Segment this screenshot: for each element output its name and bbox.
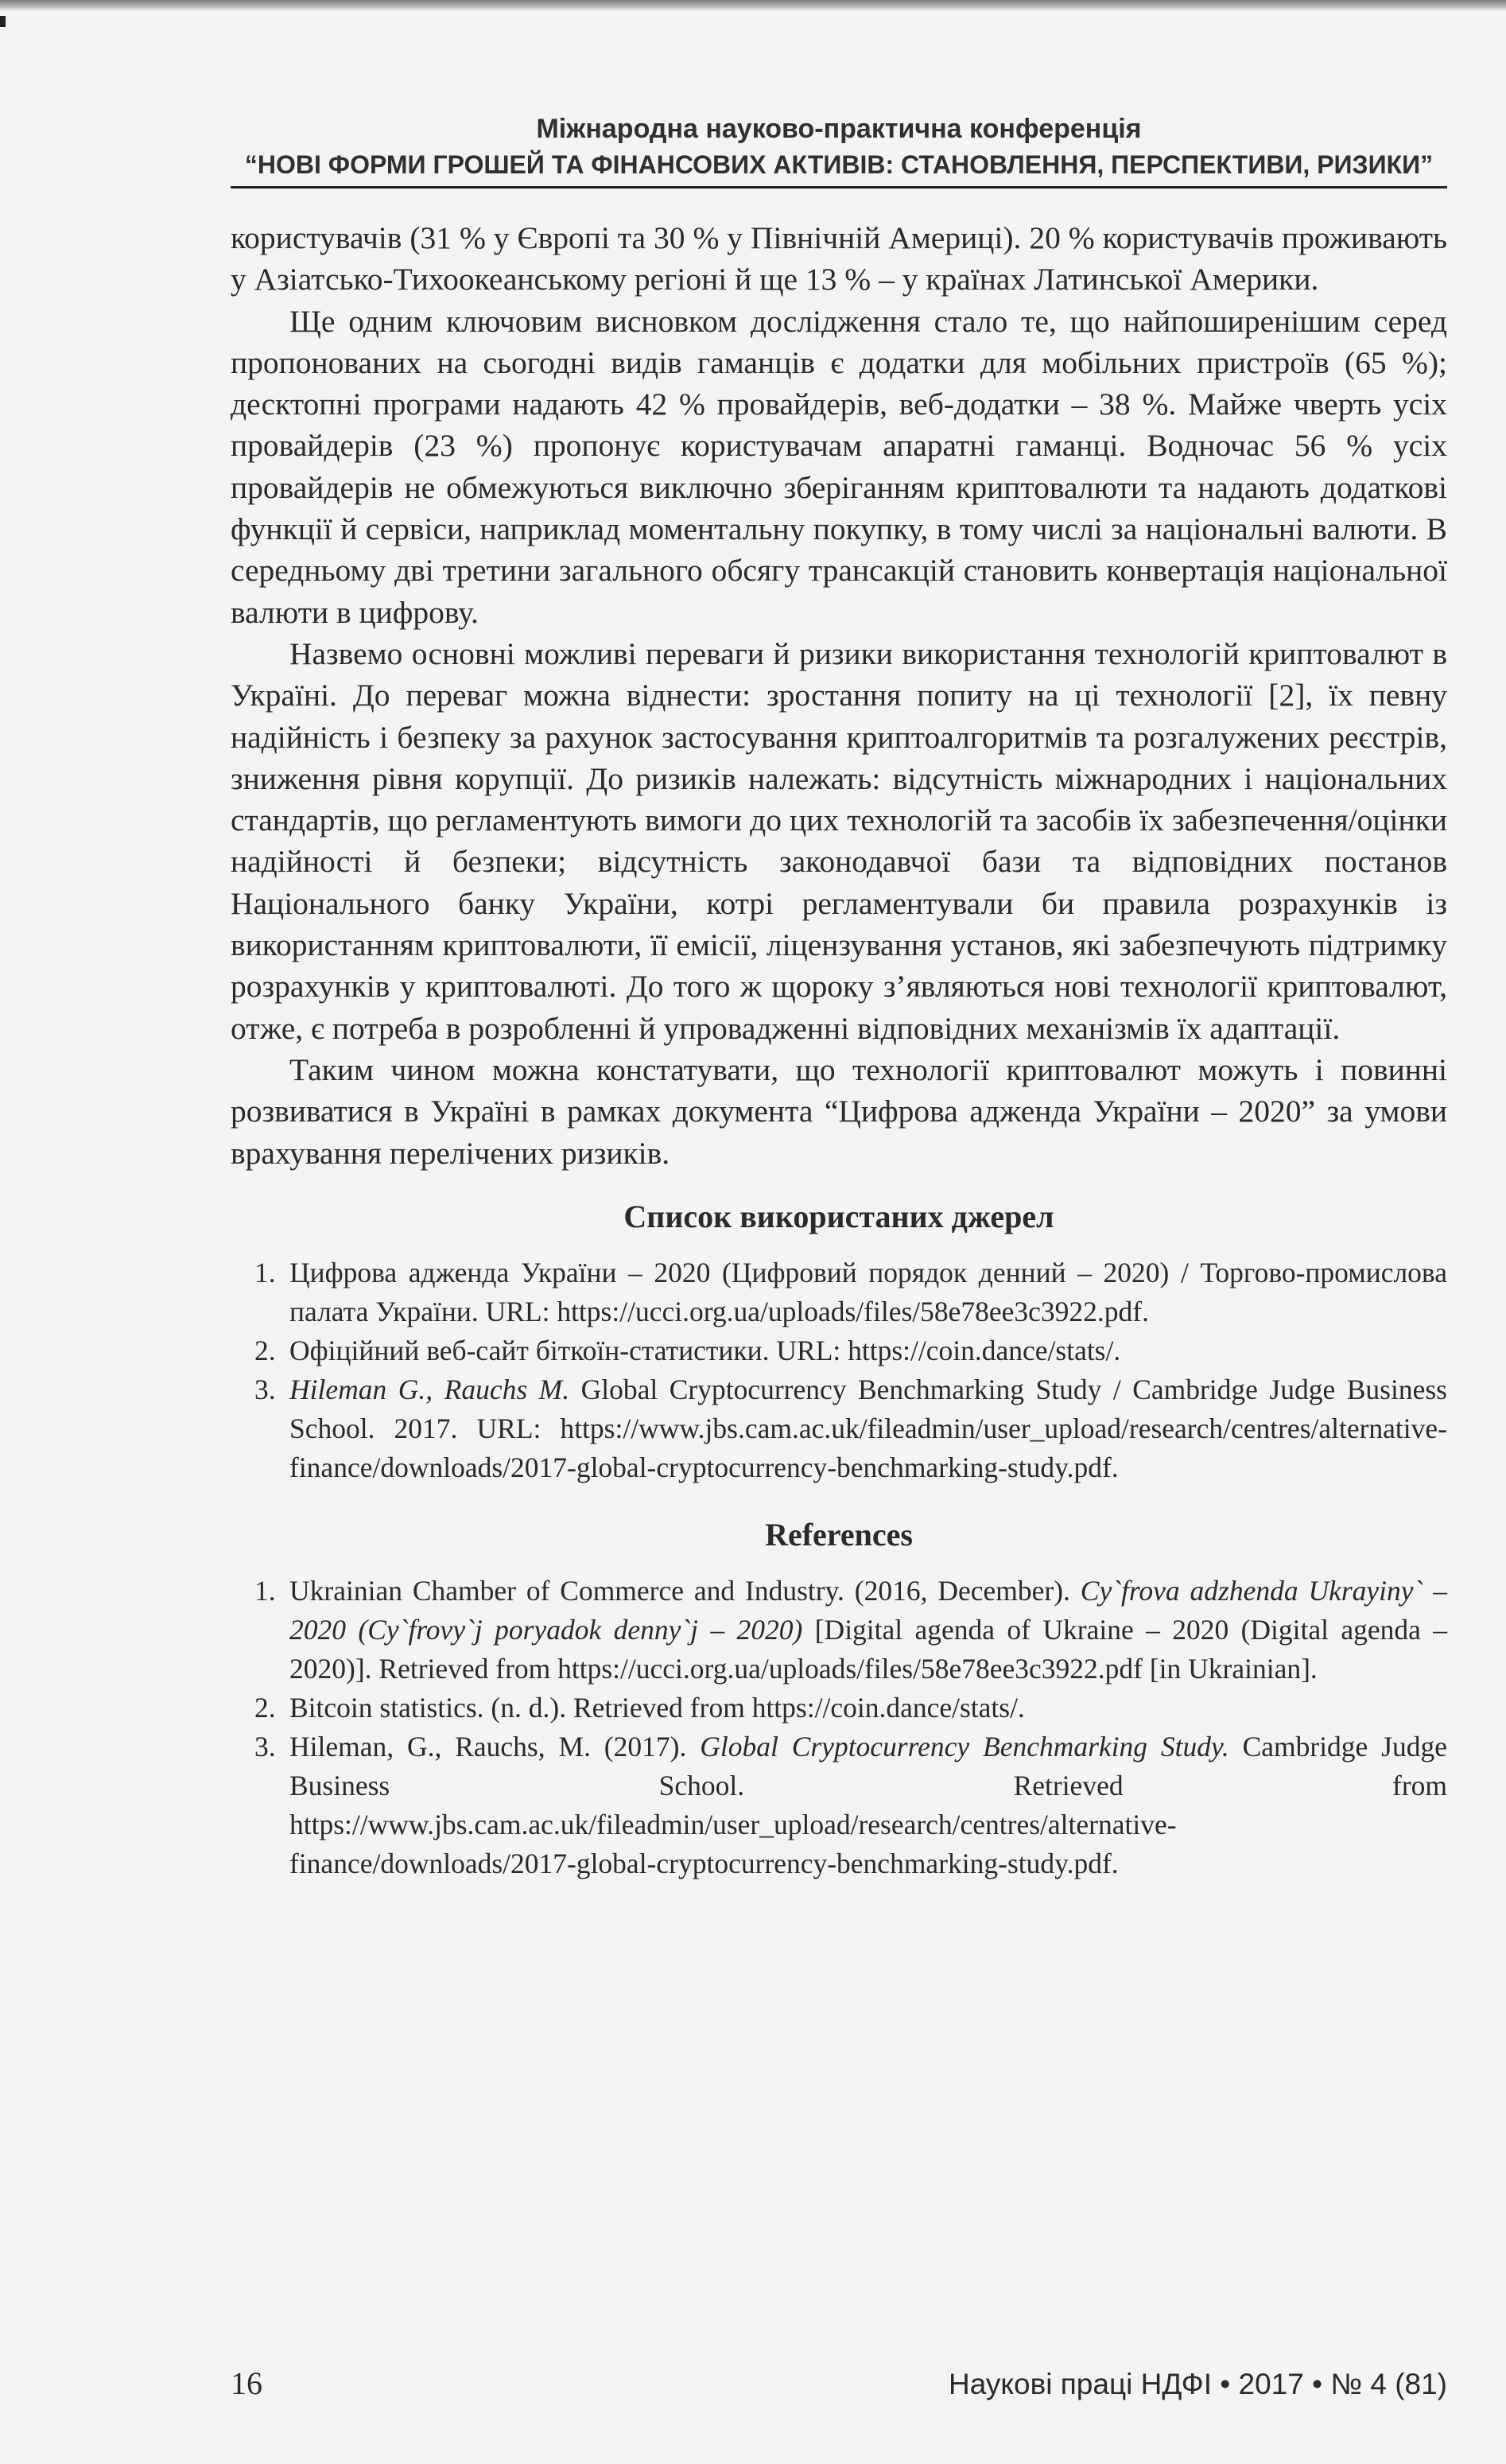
page-footer [231, 2365, 1447, 2402]
paragraph-4: Таким чином можна констатувати, що технології криптовалют можуть і повинні розвиватися в Україні в рамках документа “Цифрова адженда України – 2020” за умови врахування перелічених ризиків. [231, 1051, 1447, 1171]
journal-issue: Наукові праці НДФІ • 2017 • № 4 (81) [949, 2368, 1447, 2400]
sources-heading: Список використаних джерел [623, 1198, 1054, 1234]
reference-number: 2. [254, 1691, 276, 1724]
reference-title: Cy`frova adzhenda Ukrayiny` – 2020 (Cy`frovy`j poryadok denny`j – 2020) [289, 1574, 1447, 1646]
paragraph-2: Ще одним ключовим висновком дослідження стало те, що найпоширенішим серед пропонованих на сьогодні видів гаманців є додатки для мобільних пристроїв (65 %); десктопні програми надають 42 % провайдерів, веб-додатки – 38 %. Майже чверть усіх провайдерів (23 %) пропонує користувачам апаратні гаманці. Водночас 56 % усіх провайдерів не обмежуються виключно зберіганням криптовалюти та надають додаткові функції й сервіси, наприклад моментальну покупку, в тому числі за національні валюти. В середньому дві третини загального обсягу трансакцій становить конвертація національної валюти в цифрову. [231, 303, 1447, 630]
reference-title: Global Cryptocurrency Benchmarking Study. [700, 1730, 1229, 1762]
reference-text-rest: Cambridge Judge Business School. Retrieved from https://www.jbs.cam.ac.uk/fileadmin/user_upload/research/centres/alternative-finance/downloads/2017-global-cryptocurrency-benchmarking-study.pdf. [289, 1730, 1448, 1879]
reference-item [231, 1728, 1447, 1883]
page-number: 16 [231, 2365, 262, 2401]
source-item [231, 1253, 1447, 1331]
reference-text: Hileman, G., Rauchs, M. (2017). [289, 1730, 701, 1762]
paragraph-3: Назвемо основні можливі переваги й ризики використання технологій криптовалют в Україні. До переваг можна віднести: зростання попиту на ці технології [2], їх певну надійність і безпеку за рахунок застосування криптоалгоритмів та розгалужених реєстрів, зниження рівня корупції. До ризиків належать: відсутність міжнародних і національних стандартів, що регламентують вимоги до цих технологій та засобів їх забезпечення/оцінки надійності й безпеки; відсутність законодавчої бази та відповідних постанов Національного банку України, котрі регламентували би правила розрахунків із використанням криптовалюти, її емісії, ліцензування установ, які забезпечують підтримку розрахунків у криптовалюті. До того ж щороку з’являються нові технології криптовалют, отже, є потреба в розробленні й упровадженні відповідних механізмів їх адаптації. [231, 635, 1447, 1046]
conference-subtitle: “НОВІ ФОРМИ ГРОШЕЙ ТА ФІНАНСОВИХ АКТИВІВ: СТАНОВЛЕННЯ, ПЕРСПЕКТИВИ, РИЗИКИ” [244, 150, 1434, 179]
reference-text: Bitcoin statistics. (n. d.). Retrieved from https://coin.dance/stats/. [289, 1691, 1025, 1724]
source-authors: Hileman G., Rauchs M. [289, 1373, 570, 1405]
reference-number: 1. [254, 1574, 276, 1607]
source-number: 2. [254, 1334, 276, 1366]
source-number: 3. [254, 1373, 276, 1405]
scan-mark [0, 16, 6, 27]
header-rule [231, 186, 1447, 188]
running-header [231, 111, 1447, 183]
scan-top-edge [0, 0, 1506, 11]
reference-item [231, 1572, 1447, 1689]
references-list [231, 1572, 1447, 1883]
source-text: Global Cryptocurrency Benchmarking Study / Cambridge Judge Business School. 2017. URL: https://www.jbs.cam.ac.uk/fileadmin/user_upload/research/centres/alternative-finance/downloads/2017-global-cryptocurrency-benchmarking-study.pdf. [289, 1373, 1447, 1483]
source-text: Цифрова адженда України – 2020 (Цифровий порядок денний – 2020) / Торгово-промислова палата України. URL: https://ucci.org.ua/uploads/files/58e78ee3c3922.pdf. [289, 1256, 1447, 1327]
references-heading: References [765, 1516, 913, 1553]
reference-item [231, 1689, 1447, 1728]
article-body [231, 217, 1447, 1174]
source-item [231, 1370, 1447, 1487]
conference-title: Міжнародна науково-практична конференція [536, 114, 1142, 144]
page [231, 111, 1447, 2402]
reference-text: Ukrainian Chamber of Commerce and Industry. (2016, December). [289, 1574, 1081, 1607]
source-item [231, 1331, 1447, 1370]
sources-list [231, 1253, 1447, 1487]
reference-text-rest: [Digital agenda of Ukraine – 2020 (Digital agenda – 2020)]. Retrieved from https://ucci.org.ua/uploads/files/58e78ee3c3922.pdf [in Ukrainian]. [289, 1613, 1447, 1685]
paragraph-1: користувачів (31 % у Європі та 30 % у Північній Америці). 20 % користувачів проживають у Азіатсько-Тихоокеанському регіоні й ще 13 % – у країнах Латинської Америки. [231, 220, 1447, 297]
reference-number: 3. [254, 1730, 276, 1762]
source-number: 1. [254, 1256, 276, 1288]
source-text: Офіційний веб-сайт біткоїн-статистики. URL: https://coin.dance/stats/. [289, 1334, 1121, 1366]
